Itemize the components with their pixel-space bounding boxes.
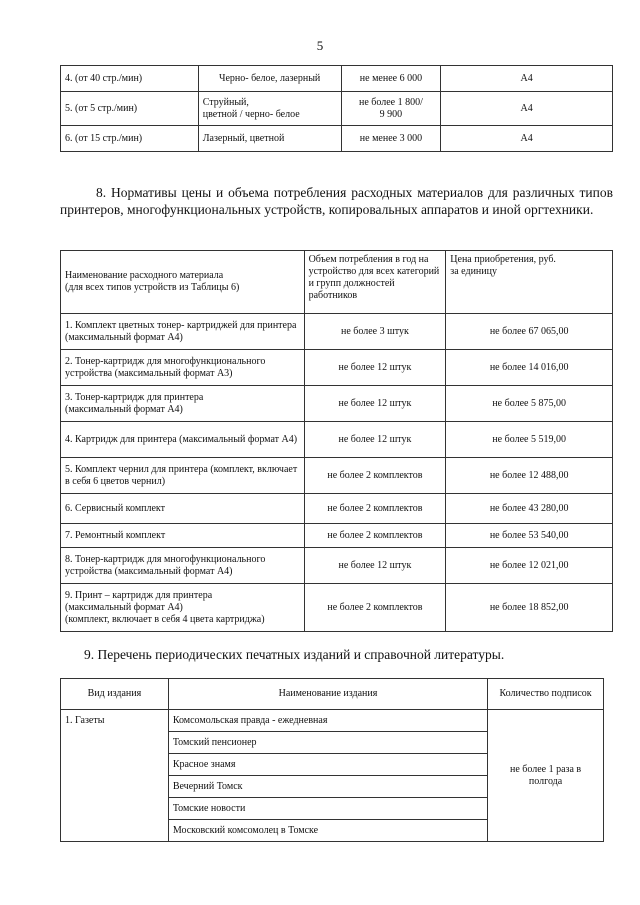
table-header-row [61, 251, 613, 314]
material-price: не более 12 488,00 [446, 458, 613, 494]
consumables-table [60, 250, 613, 632]
material-name: 7. Ремонтный комплект [61, 524, 305, 548]
publication-category: 1. Газеты [61, 710, 169, 842]
material-qty: не более 2 комплектов [304, 524, 446, 548]
device-format: А4 [441, 92, 613, 126]
periodicals-table [60, 678, 604, 842]
material-qty: не более 2 комплектов [304, 458, 446, 494]
table-row [61, 494, 613, 524]
header-price: Цена приобретения, руб. за единицу [446, 251, 613, 314]
header-material: Наименование расходного материала (для всех типов устройств из Таблицы 6) [61, 251, 305, 314]
material-qty: не более 2 комплектов [304, 584, 446, 632]
section-8-heading: 8. Нормативы цены и объема потребления расходных материалов для различных типов принтеров, многофункциональных устройств, копировальных аппаратов и иной оргтехники. [60, 185, 613, 217]
header-publication-name: Наименование издания [168, 679, 487, 710]
table-row [61, 126, 613, 152]
table-row [61, 458, 613, 494]
device-format: А4 [441, 66, 613, 92]
header-subscriptions: Количество подписок [488, 679, 604, 710]
material-name: 8. Тонер-картридж для многофункционального устройства (максимальный формат А4) [61, 548, 305, 584]
publication-title: Красное знамя [168, 754, 487, 776]
material-price: не более 5 875,00 [446, 386, 613, 422]
device-type: Лазерный, цветной [198, 126, 341, 152]
publication-title: Томские новости [168, 798, 487, 820]
material-name: 1. Комплект цветных тонер- картриджей для принтера (максимальный формат А4) [61, 314, 305, 350]
material-qty: не более 12 штук [304, 386, 446, 422]
table-row [61, 584, 613, 632]
table-row [61, 350, 613, 386]
table-row [61, 710, 604, 732]
material-name: 5. Комплект чернил для принтера (комплект, включает в себя 6 цветов чернил) [61, 458, 305, 494]
material-qty: не более 12 штук [304, 422, 446, 458]
material-qty: не более 12 штук [304, 350, 446, 386]
header-publication-type: Вид издания [61, 679, 169, 710]
publication-title: Вечерний Томск [168, 776, 487, 798]
table-row [61, 524, 613, 548]
table-row [61, 386, 613, 422]
device-name: 4. (от 40 стр./мин) [61, 66, 199, 92]
material-price: не более 18 852,00 [446, 584, 613, 632]
device-amount: не более 1 800/ 9 900 [341, 92, 441, 126]
material-name: 9. Принт – картридж для принтера (максимальный формат А4) (комплект, включает в себя 4 цвета картриджа) [61, 584, 305, 632]
device-amount: не менее 6 000 [341, 66, 441, 92]
material-name: 2. Тонер-картридж для многофункционального устройства (максимальный формат А3) [61, 350, 305, 386]
printer-types-table [60, 65, 613, 152]
publication-title: Московский комсомолец в Томске [168, 820, 487, 842]
table-row [61, 422, 613, 458]
table-header-row [61, 679, 604, 710]
material-qty: не более 2 комплектов [304, 494, 446, 524]
device-type: Черно- белое, лазерный [198, 66, 341, 92]
material-price: не более 67 065,00 [446, 314, 613, 350]
table-row [61, 548, 613, 584]
table-row [61, 66, 613, 92]
table-row [61, 92, 613, 126]
material-name: 6. Сервисный комплект [61, 494, 305, 524]
material-price: не более 5 519,00 [446, 422, 613, 458]
header-consumption: Объем потребления в год на устройство для всех категорий и групп должностей работников [304, 251, 446, 314]
material-price: не более 53 540,00 [446, 524, 613, 548]
page-number: 5 [316, 38, 324, 53]
material-price: не более 14 016,00 [446, 350, 613, 386]
device-format: А4 [441, 126, 613, 152]
material-qty: не более 12 штук [304, 548, 446, 584]
device-type: Струйный, цветной / черно- белое [198, 92, 341, 126]
device-name: 6. (от 15 стр./мин) [61, 126, 199, 152]
device-name: 5. (от 5 стр./мин) [61, 92, 199, 126]
device-amount: не менее 3 000 [341, 126, 441, 152]
material-price: не более 43 280,00 [446, 494, 613, 524]
publication-title: Томский пенсионер [168, 732, 487, 754]
subscription-quantity: не более 1 раза в полгода [488, 710, 604, 842]
material-price: не более 12 021,00 [446, 548, 613, 584]
material-name: 3. Тонер-картридж для принтера (максимальный формат А4) [61, 386, 305, 422]
section-9-heading: 9. Перечень периодических печатных изданий и справочной литературы. [84, 647, 505, 662]
material-qty: не более 3 штук [304, 314, 446, 350]
publication-title: Комсомольская правда - ежедневная [168, 710, 487, 732]
table-row [61, 314, 613, 350]
material-name: 4. Картридж для принтера (максимальный формат А4) [61, 422, 305, 458]
